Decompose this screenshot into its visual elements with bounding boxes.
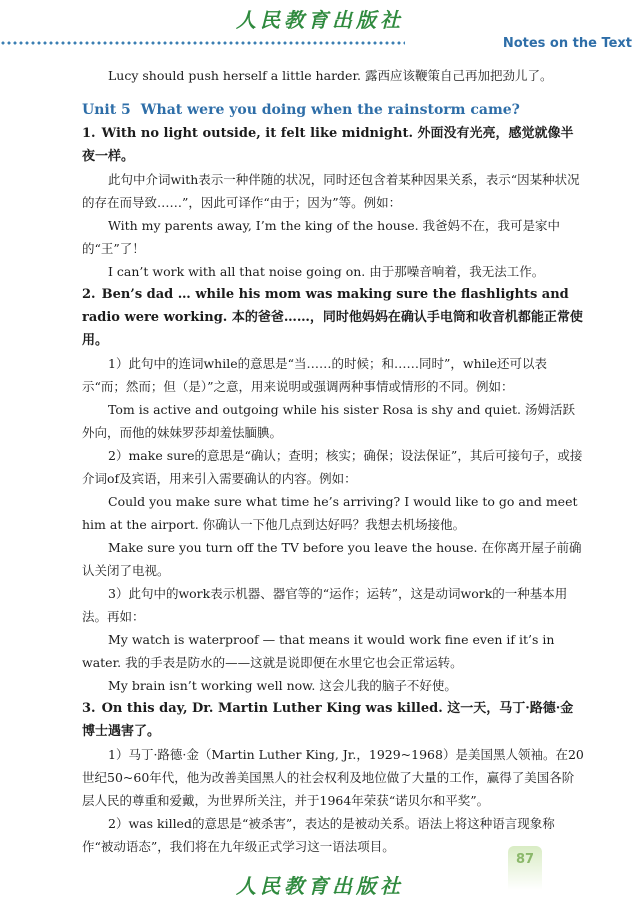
- note-number: 3.: [82, 701, 96, 716]
- publisher-logo-bottom: 人民教育出版社: [236, 874, 404, 898]
- page-number: 87: [508, 846, 542, 890]
- note-paragraph: 1）马丁·路德·金（Martin Luther King, Jr.，1929~1968）是美国黑人领袖。在20世纪50~60年代，他为改善美国黑人的社会权利及地位做了大量的工作，赢得了美国各阶层人民的尊重和爱戴，为世界所关注，并于1964年荣获“诺贝尔和平奖”。: [82, 747, 584, 808]
- example-sentence: Could you make sure what time he’s arriving? I would like to go and meet him at the airport. 你确认一下他几点到达好吗？我想去机场接他。: [82, 494, 578, 532]
- publisher-logo-top: 人民教育出版社: [236, 8, 404, 32]
- section-title: Notes on the Text: [502, 36, 632, 51]
- note-heading: [82, 697, 586, 743]
- example-sentence: With my parents away, I’m the king of the house. 我爸妈不在，我可是家中的“王”了！: [82, 218, 561, 256]
- note-heading: [82, 283, 586, 352]
- unit-heading: [82, 99, 586, 122]
- note-paragraph: 2）was killed的意思是“被杀害”，表达的是被动关系。语法上将这种语言现象称作“被动语态”，我们将在九年级正式学习这一语法项目。: [82, 816, 555, 854]
- note-heading-text: Ben’s dad … while his mom was making sure the flashlights and radio were working. 本的爸爸……，同时他妈妈在确认手电筒和收音机都能正常使用。: [82, 287, 583, 348]
- note-paragraph: 1）此句中的连词while的意思是“当……的时候；和……同时”，while还可以表示“而；然而；但（是）”之意，用来说明或强调两种事情或情形的不同。例如：: [82, 356, 548, 394]
- unit-label: Unit 5: [82, 102, 131, 118]
- note-heading-text: With no light outside, it felt like midnight. 外面没有光亮，感觉就像半夜一样。: [82, 126, 574, 164]
- example-sentence: Tom is active and outgoing while his sister Rosa is shy and quiet. 汤姆活跃外向，而他的妹妹罗莎却羞怯腼腆。: [82, 402, 575, 440]
- dotted-divider: [0, 40, 405, 46]
- note-heading: [82, 122, 586, 168]
- note-number: 1.: [82, 126, 96, 141]
- intro-sentence: Lucy should push herself a little harder. 露西应该鞭策自己再加把劲儿了。: [108, 68, 553, 83]
- example-sentence: My brain isn’t working well now. 这会儿我的脑子不好使。: [108, 678, 457, 693]
- page-body: [82, 64, 586, 858]
- note-paragraph: 2）make sure的意思是“确认；查明；核实；确保；设法保证”，其后可接句子，或接介词of及宾语，用来引入需要确认的内容。例如：: [82, 448, 583, 486]
- example-sentence: I can’t work with all that noise going on. 由于那噪音响着，我无法工作。: [108, 264, 545, 279]
- note-paragraph: 此句中介词with表示一种伴随的状况，同时还包含着某种因果关系，表示“因某种状况的存在而导致……”，因此可译作“由于；因为”等。例如：: [82, 172, 580, 210]
- example-sentence: My watch is waterproof — that means it would work fine even if it’s in water. 我的手表是防水的——这就是说即便在水里它也会正常运转。: [82, 632, 555, 670]
- unit-title: What were you doing when the rainstorm came?: [140, 102, 520, 118]
- note-number: 2.: [82, 287, 96, 302]
- example-sentence: Make sure you turn off the TV before you leave the house. 在你离开屋子前确认关闭了电视。: [82, 540, 582, 578]
- note-paragraph: 3）此句中的work表示机器、器官等的“运作；运转”，这是动词work的一种基本用法。再如：: [82, 586, 568, 624]
- note-heading-text: On this day, Dr. Martin Luther King was killed. 这一天，马丁·路德·金博士遇害了。: [82, 701, 574, 739]
